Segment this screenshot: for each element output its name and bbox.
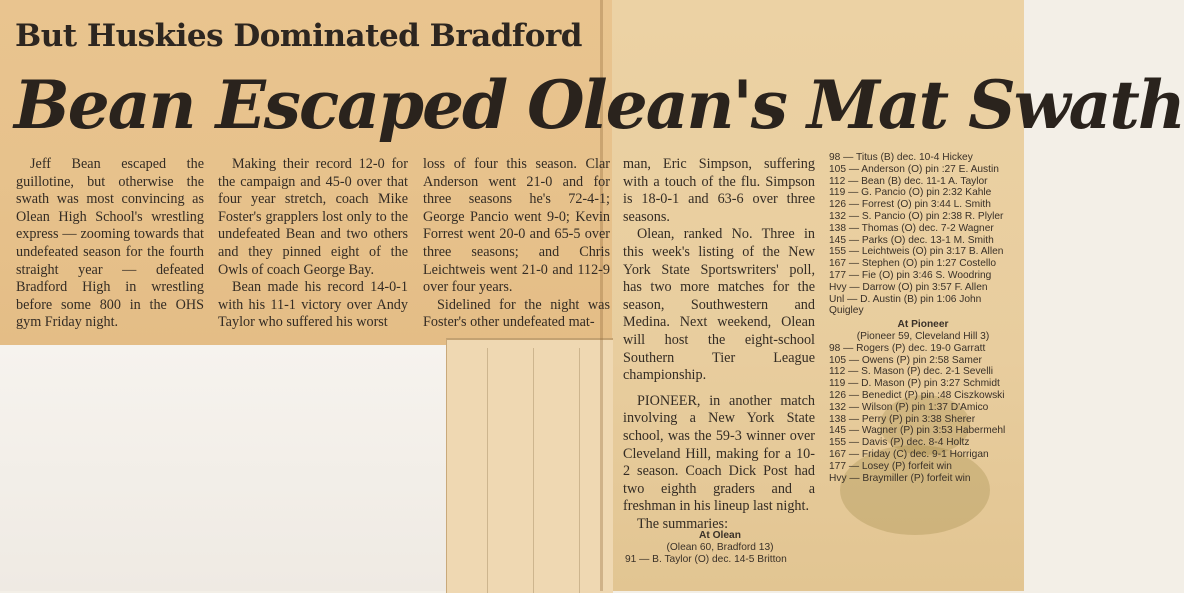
summary-line: 98 — Rogers (P) dec. 19-0 Garratt [829, 342, 986, 354]
summary-line: 145 — Wagner (P) pin 3:53 Habermehl [829, 425, 1006, 437]
summary-line: 132 — Wilson (P) pin 1:37 D'Amico [829, 401, 989, 413]
summary-olean-list [829, 152, 1017, 317]
article-paragraph: Jeff Bean escaped the guillotine, but otherwise the swath was most convincing as Olean High School's wrestling express — zooming towards that undefeated season for the fourth straight year — defeated Bradford High in wrestling before some 800 in the OHS gym Friday night. [16, 156, 204, 331]
summary-line: 119 — G. Pancio (O) pin 2:32 Kahle [829, 187, 992, 199]
article-column-2 [218, 156, 408, 332]
summary-line: 98 — Titus (B) dec. 10-4 Hickey [829, 152, 973, 163]
summary-line: Unl — D. Austin (B) pin 1:06 John Quigley [829, 293, 985, 317]
article-column-3 [423, 156, 610, 332]
clipping-folded-strip [446, 338, 613, 593]
summary-line: 105 — Owens (P) pin 2:58 Samer [829, 354, 982, 366]
summary-line: 177 — Fie (O) pin 3:46 S. Woodring [829, 269, 992, 281]
summaries-column [829, 152, 1017, 484]
article-paragraph: Sidelined for the night was Foster's other undefeated mat- [423, 296, 610, 331]
summary-line: Hvy — Braymiller (P) forfeit win [829, 472, 971, 484]
summary-line: 167 — Stephen (O) pin 1:27 Costello [829, 258, 997, 270]
summary-line: 112 — S. Mason (P) dec. 2-1 Sevelli [829, 366, 994, 378]
article-paragraph: Olean, ranked No. Three in this week's listing of the New York State Sportswriters' poll, has two more matches for the season, Southwestern and Medina. Next weekend, Olean will host the eight-school Southern Tier League championship. [623, 226, 815, 384]
summary-line: 167 — Friday (C) dec. 9-1 Horrigan [829, 448, 989, 460]
article-paragraph: PIONEER, in another match involving a New York State school, was the 59-3 winner over Cleveland Hill, making for a 10-2 season. Coach Dick Post had two eighth graders and a freshman in his lineup last night. [623, 392, 815, 515]
summary-line: Hvy — Darrow (O) pin 3:57 F. Allen [829, 281, 988, 293]
article-paragraph: The summaries: [637, 515, 729, 532]
article-column-4 [623, 156, 815, 533]
article-paragraph: Bean made his record 14-0-1 with his 11-1 victory over Andy Taylor who suffered his worst [218, 279, 408, 331]
article-paragraph: Making their record 12-0 for the campaign and 45-0 over that four year stretch, coach Mike Foster's grapplers lost only to the undefeated Bean and two others and they pinned eight of the Owls of coach George Bay. [218, 156, 408, 278]
summary-line: 138 — Thomas (O) dec. 7-2 Wagner [829, 222, 994, 234]
article-paragraph: man, Eric Simpson, suffering with a touch of the flu. Simpson is 18-0-1 and 63-6 over three seasons. [623, 156, 815, 225]
summary-pioneer-list [829, 343, 1017, 485]
summary-line: 155 — Davis (P) dec. 8-4 Holtz [829, 437, 970, 449]
article-column-1 [16, 156, 204, 332]
article-paragraph: loss of four this season. Clar Anderson went 21-0 and for three seasons he's 72-4-1; George Pancio went 9-0; Kevin Forrest went 20-0 and 65-5 over three seasons; and Chris Leichtweis went 21-0 and 112-9 over four years. [423, 156, 610, 296]
summary-score: (Pioneer 59, Cleveland Hill 3) [856, 330, 990, 342]
summary-heading: At Olean [699, 530, 741, 541]
summaries-olean-start [625, 530, 815, 565]
article-subhead: But Huskies Dominated Bradford [15, 18, 582, 54]
summary-heading: At Pioneer [897, 319, 949, 331]
article-headline: Bean Escaped Olean's Mat Swath [14, 66, 1184, 144]
summary-line: 145 — Parks (O) dec. 13-1 M. Smith [829, 234, 994, 246]
summary-line: 105 — Anderson (O) pin :27 E. Austin [829, 163, 999, 175]
summary-score: (Olean 60, Bradford 13) [666, 541, 774, 553]
summary-line: 91 — B. Taylor (O) dec. 14-5 Britton [625, 553, 787, 565]
summary-line: 155 — Leichtweis (O) pin 3:17 B. Allen [829, 246, 1004, 258]
summary-line: 112 — Bean (B) dec. 11-1 A. Taylor [829, 175, 988, 187]
summary-line: 126 — Forrest (O) pin 3:44 L. Smith [829, 199, 991, 211]
blank-background [0, 345, 446, 591]
summary-line: 119 — D. Mason (P) pin 3:27 Schmidt [829, 378, 1000, 390]
summary-line: 138 — Perry (P) pin 3:38 Sherer [829, 413, 976, 425]
summary-line: 132 — S. Pancio (O) pin 2:38 R. Plyler [829, 210, 1004, 222]
summary-line: 177 — Losey (P) forfeit win [829, 460, 952, 472]
summary-line: 126 — Benedict (P) pin :48 Ciszkowski [829, 389, 1005, 401]
